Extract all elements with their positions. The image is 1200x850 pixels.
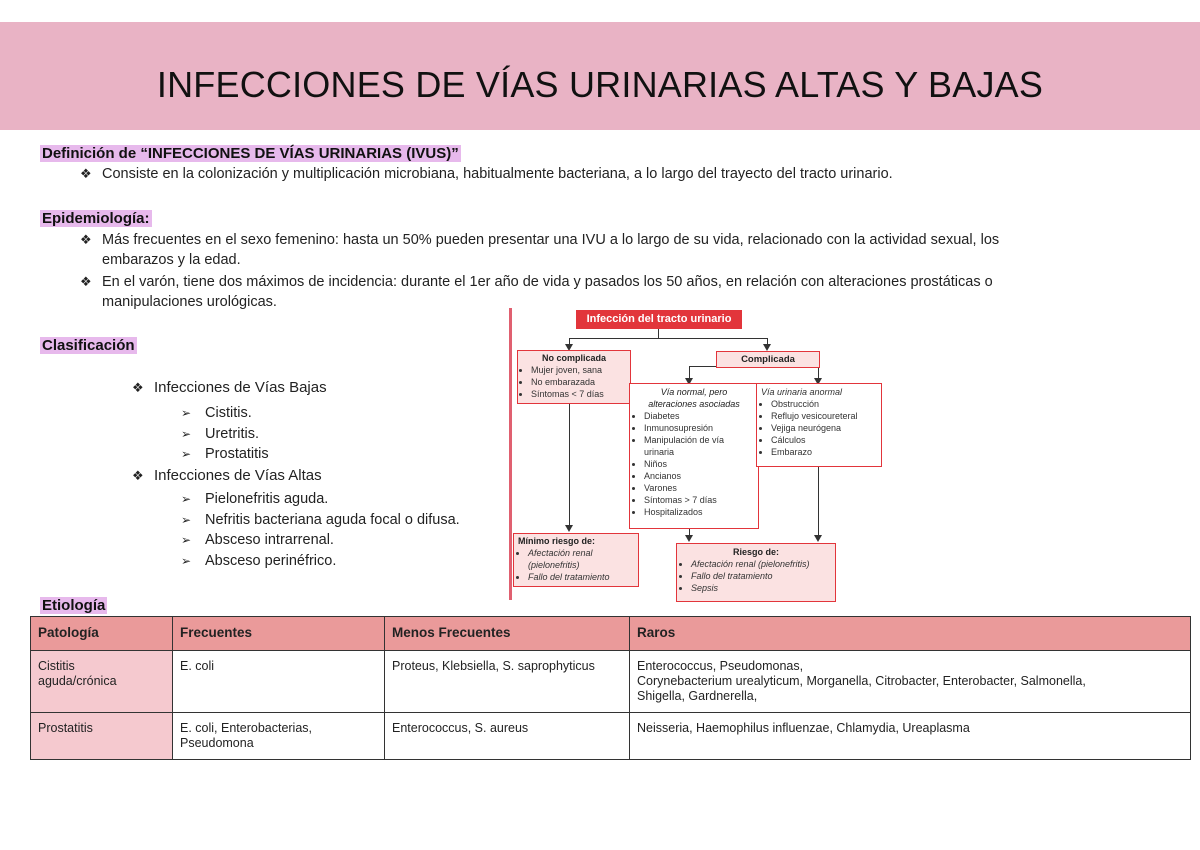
- clasificacion-item: ➢ Uretritis.: [181, 426, 259, 442]
- flowchart-label-complicada: Complicada: [716, 351, 820, 368]
- flowchart-connector: [818, 462, 819, 536]
- flowchart-box-riesgo: Riesgo de: • Afectación renal (pielonefritis) • Fallo del tratamiento • Sepsis: [676, 543, 836, 602]
- table-cell-patologia: Cistitis aguda/crónica: [31, 651, 173, 713]
- arrowhead-bullet-icon: ➢: [181, 427, 192, 441]
- clasificacion-item: ➢ Absceso intrarrenal.: [181, 532, 334, 548]
- table-cell-raros: Enterococcus, Pseudomonas, Corynebacterium urealyticum, Morganella, Citrobacter, Enterobacter, Salmonella, Shigella, Gardnerella,: [630, 651, 1191, 713]
- clasificacion-group: ❖ Infecciones de Vías Bajas: [132, 379, 327, 396]
- column-header: Raros: [630, 617, 1191, 651]
- clasificacion-item: ➢ Nefritis bacteriana aguda focal o difusa.: [181, 512, 460, 528]
- column-header: Menos Frecuentes: [385, 617, 630, 651]
- arrowhead-bullet-icon: ➢: [181, 513, 192, 527]
- clasificacion-item: ➢ Absceso perinéfrico.: [181, 553, 337, 569]
- table-cell-frecuentes: E. coli, Enterobacterias, Pseudomona: [173, 713, 385, 760]
- clasificacion-item: ➢ Prostatitis: [181, 446, 269, 462]
- flowchart-connector: [689, 366, 690, 378]
- section-heading-epidemiologia: Epidemiología:: [42, 210, 150, 227]
- arrowhead-bullet-icon: ➢: [181, 406, 192, 420]
- etiologia-table: [30, 616, 1191, 760]
- flowchart-connector: [569, 338, 767, 339]
- arrowhead-bullet-icon: ➢: [181, 533, 192, 547]
- page-title: INFECCIONES DE VÍAS URINARIAS ALTAS Y BAJAS: [156, 64, 1044, 105]
- table-cell-patologia: Prostatitis: [31, 713, 173, 760]
- diamond-bullet-icon: ❖: [132, 468, 144, 483]
- table-cell-raros: Neisseria, Haemophilus influenzae, Chlamydia, Ureaplasma: [630, 713, 1191, 760]
- flowchart-box-no-complicada: No complicada • Mujer joven, sana • No embarazada • Síntomas < 7 días: [517, 350, 631, 404]
- definicion-bullet: ❖ Consiste en la colonización y multiplicación microbiana, habitualmente bacteriana, a lo largo del trayecto del tracto urinario.: [80, 166, 893, 182]
- arrow-down-icon: [565, 525, 573, 532]
- section-heading-definicion: Definición de “INFECCIONES DE VÍAS URINARIAS (IVUS)”: [42, 145, 459, 162]
- arrow-down-icon: [685, 535, 693, 542]
- figure-margin-line: [509, 308, 512, 600]
- clasificacion-item: ➢ Cistitis.: [181, 405, 252, 421]
- diamond-bullet-icon: ❖: [80, 166, 92, 181]
- table-row: [31, 713, 1191, 760]
- table-cell-frecuentes: E. coli: [173, 651, 385, 713]
- table-row: [31, 651, 1191, 713]
- section-heading-clasificacion: Clasificación: [42, 337, 135, 354]
- arrowhead-bullet-icon: ➢: [181, 492, 192, 506]
- clasificacion-item: ➢ Pielonefritis aguda.: [181, 491, 329, 507]
- diamond-bullet-icon: ❖: [80, 274, 92, 289]
- table-header-row: [31, 617, 1191, 651]
- arrowhead-bullet-icon: ➢: [181, 554, 192, 568]
- column-header: Frecuentes: [173, 617, 385, 651]
- diamond-bullet-icon: ❖: [132, 380, 144, 395]
- column-header: Patología: [31, 617, 173, 651]
- diamond-bullet-icon: ❖: [80, 232, 92, 247]
- arrowhead-bullet-icon: ➢: [181, 447, 192, 461]
- section-heading-etiologia: Etiología: [42, 597, 106, 614]
- flowchart-box-via-normal: Vía normal, pero alteraciones asociadas • Diabetes • Inmunosupresión • Manipulación de vía urinaria • Niños • Ancianos • Varones • Síntomas > 7 días • Hospitalizados: [629, 383, 759, 529]
- arrow-down-icon: [814, 535, 822, 542]
- epidemiologia-bullet: ❖ Más frecuentes en el sexo femenino: hasta un 50% pueden presentar una IVU a lo largo de su vida, relacionado con la actividad sexual, los embarazos y la edad.: [80, 232, 1000, 268]
- arrow-down-icon: [763, 344, 771, 351]
- table-cell-menos-frecuentes: Proteus, Klebsiella, S. saprophyticus: [385, 651, 630, 713]
- flowchart-box-via-anormal: Vía urinaria anormal • Obstrucción • Reflujo vesicoureteral • Vejiga neurógena • Cálculos • Embarazo: [756, 383, 882, 467]
- table-cell-menos-frecuentes: Enterococcus, S. aureus: [385, 713, 630, 760]
- flowchart-title: Infección del tracto urinario: [576, 310, 742, 329]
- epidemiologia-bullet: ❖ En el varón, tiene dos máximos de incidencia: durante el 1er año de vida y pasados los 50 años, en relación con alteraciones prostáticas o manipulaciones urológicas.: [80, 274, 993, 310]
- flowchart-connector: [569, 402, 570, 526]
- flowchart-box-minimo-riesgo: Mínimo riesgo de: • Afectación renal (pielonefritis) • Fallo del tratamiento: [513, 533, 639, 587]
- clasificacion-group: ❖ Infecciones de Vías Altas: [132, 467, 322, 484]
